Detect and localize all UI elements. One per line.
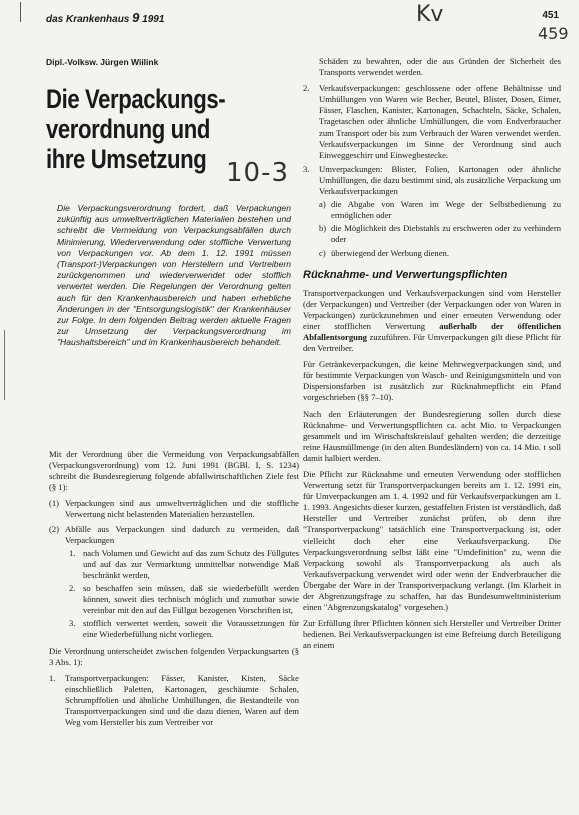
list-text: stofflich verwertet werden, soweit die Voraussetzungen für eine Wiederbefüllung nicht vorliegen. [83,618,299,640]
list-item [49,524,299,641]
list-item [49,498,299,520]
running-header [46,10,164,25]
list-item [319,199,561,221]
author-line: Dipl.-Volksw. Jürgen Wiilink [46,57,159,67]
paragraph: Zur Erfüllung ihrer Pflichten können sich Hersteller und Vertreiber Dritter bedienen. Bei Verkaufsverpackungen ist eine Befreiung durch Beteiligung an einem [303,618,561,651]
list-item [319,248,561,259]
paragraph: Nach den Erläuterungen der Bundesregierung sollen durch diese Rücknahme- und Verwertungspflichten ca. acht Mio. to Verpackungen gesammelt und im Wirtschaftskreislauf gehalten werden; die derzeitige reine Hausmüllmenge (in den alten Bundesländern) von ca. 14 Mio. t soll damit halbiert werden. [303,408,561,463]
list-letter: c) [319,247,326,258]
emphasis-text: außerhalb der öffentlichen Abfallentsorgung [303,320,562,342]
list-text: überwiegend der Werbung dienen. [331,247,449,258]
paragraph-text: zuzuführen. Für Umverpackungen gilt diese Pflicht für den Vertreiber. [303,331,561,354]
journal-name: das Krankenhaus [46,14,130,25]
list-number: 1. [69,547,76,558]
paragraph [303,288,561,355]
section-heading: Rücknahme- und Verwertungspflichten [303,268,508,281]
list-item [319,223,561,245]
list-number: (1) [49,498,60,509]
types-list-continued [303,83,561,258]
abstract-text: Die Verpackungsverordnung fordert, daß Verpackungen zukünftig aus umweltverträglichen Materialien bestehen und schreibt die Vermeidung von Verpackungsabfällen durch Minimierung, Wiederverwendung oder stoffliche Verwertung von Verpackungen vor. Ab dem 1. 12. 1991 müssen (Transport-)Verpackungen von Herstellern und Vertreibern zurückgenommen und wiederverwendet oder stofflich verwertet werden. Die Regelungen der Verordnung gelten auch für den Krankenhausbereich und haben erhebliche Änderungen in der "Entsorgungslogistik" der Krankenhäuser zur Folge. In dem folgenden Beitrag werden aktuelle Fragen zur Umsetzung der Verpackungsverordnung im "Haushaltsbereich" und im Krankenhausbereich behandelt. [57,203,291,348]
list-text: nach Volumen und Gewicht auf das zum Schutz des Füllgutes und auf das zur Vermarktung unmittelbar notwendige Maß beschränkt werden, [83,547,299,580]
issue-year: 1991 [142,14,165,25]
margin-mark [4,330,5,400]
issue-number: 9 [132,10,140,25]
list-text: Transportverpackungen: Fässer, Kanister, Kisten, Säcke einschließlich Paletten, Kartonagen, geschäumte Schalen, Schrumpffolien und ähnliche Umhüllungen, die Bestandteile von Transportverpackungen sind und die dazu dienen, Waren auf dem Weg vom Hersteller bis zum Vertreiber vor [65,672,299,728]
paragraph: Die Pflicht zur Rücknahme und erneuten Verwendung oder stofflichen Verwertung setzt für Transportverpackungen bereits am 1. 12. 1991 ein, für Umverpackungen am 1. 4. 1992 und für Verkaufsverpackungen am 1. 1. 1993. Angesichts dieser kurzen, gestaffelten Fristen ist verständlich, daß Hersteller und Vertreiber zunächst prüfen, ob denn ihre "Transportverpackung" tatsächlich eine Transportverpackung ist, oder vielleicht doch eher eine Verkaufsverpackung. Die Verpackungsverordnung selbst läßt eine "Umdefinition" zu, wenn die Verpackung sowohl als Transportverpackung als auch als Verkaufsverpackung verwendet wird oder wenn der Endverbraucher die Übergabe der Ware in der Transportverpackung verlangt. (Im Klarheit in der Abgrenzungsfrage zu schaffen, hat das Bundesumweltministerium einen "Abgrenzungskatalog" vorgesehen.) [303,469,561,613]
list-text: Verpackungen sind aus umweltverträglichen und die stoffliche Verwertung nicht belastenden Materialien herzustellen. [65,498,299,520]
list-number: 2. [303,83,310,94]
list-item [303,164,561,259]
handwritten-note-top: Kv [416,2,444,27]
title-line: verordnung und [46,114,210,144]
list-item [65,583,299,616]
types-list [49,673,299,728]
paragraph-text: Transportverpackungen und Verkaufsverpackungen sind vom Hersteller (der Verpackungen) und Vertreiber (der Verpackungen oder von Waren in Verpackungen) zurückzunehmen und einer erneuten Verwendung oder einer stofflichen Verwertung [303,287,561,331]
left-column [49,449,299,733]
subgoals-list [65,548,299,641]
list-number: 3. [69,618,76,629]
continuation-text: Schäden zu bewahren, oder die aus Gründen der Sicherheit des Transports verwendet werden. [319,56,561,78]
intro-paragraph: Mit der Verordnung über die Vermeidung von Verpackungsabfällen (Verpackungsverordnung) vom 12. Juni 1991 (BGBl. I, S. 1234) schreibt die Bundesregierung folgende abfallwirtschaftlichen Ziele fest (§ 1): [49,449,299,493]
list-letter: b) [319,223,327,234]
list-text: die Möglichkeit des Diebstahls zu erschweren oder zu verhindern oder [331,223,561,245]
title-line: Die Verpackungs- [46,84,226,114]
title-line: ihre Umsetzung [46,144,207,174]
page-number: 451 [542,10,559,21]
list-item [303,83,561,161]
list-letter: a) [319,199,326,210]
list-item [65,548,299,581]
list-text: Abfälle aus Verpackungen sind dadurch zu vermeiden, daß Verpackungen [65,523,299,545]
list-number: 2. [69,583,76,594]
list-text: die Abgabe von Waren im Wege der Selbstbedienung zu ermöglichen oder [331,199,561,221]
list-text: so beschaffen sein müssen, daß sie wiederbefüllt werden können, soweit dies technisch möglich und zumutbar sowie vereinbar mit den auf das Füllgut bezogenen Vorschriften ist, [83,583,299,616]
margin-line [20,2,21,22]
purposes-list [319,199,561,258]
article-title [46,84,243,174]
handwritten-note-title: 10-3 [226,158,290,188]
list-item [49,673,299,728]
list-number: (2) [49,523,60,534]
list-item [65,618,299,640]
right-column [303,56,561,657]
handwritten-page-note: 459 [538,24,569,43]
list-number: 1. [49,672,56,683]
goals-list [49,498,299,640]
list-text: Verkaufsverpackungen: geschlossene oder offene Behältnisse und Umhüllungen von Waren wie Becher, Beutel, Blister, Dosen, Eimer, Fässer, Flaschen, Kanister, Kartonagen, Schachteln, Säcke, Schalen, Tragetaschen oder ähnliche Umhüllungen, die vom Endverbraucher zum Transport oder bis zum Verbrauch der Waren verwendet werden. Verkaufsverpackungen im Sinne der Verordnung sind auch Einweggeschirr und Einwegbestecke. [319,83,561,160]
types-intro: Die Verordnung unterscheidet zwischen folgenden Verpackungsarten (§ 3 Abs. 1): [49,645,299,667]
list-number: 3. [303,163,310,174]
list-text: Umverpackungen: Blister, Folien, Kartonagen oder ähnliche Umhüllungen, die dazu bestimmt sind, als zusätzliche Verpackung um Verkaufsverpackungen [319,163,561,197]
paragraph: Für Getränkeverpackungen, die keine Mehrwegverpackungen sind, und für bestimmte Verpackungen von Wasch- und Reinigungsmitteln und von Dispersionsfarben ist zusätzlich zur Rücknahmepflicht ein Pfand vorgeschrieben (§§ 7–10). [303,359,561,403]
abstract [57,203,291,349]
